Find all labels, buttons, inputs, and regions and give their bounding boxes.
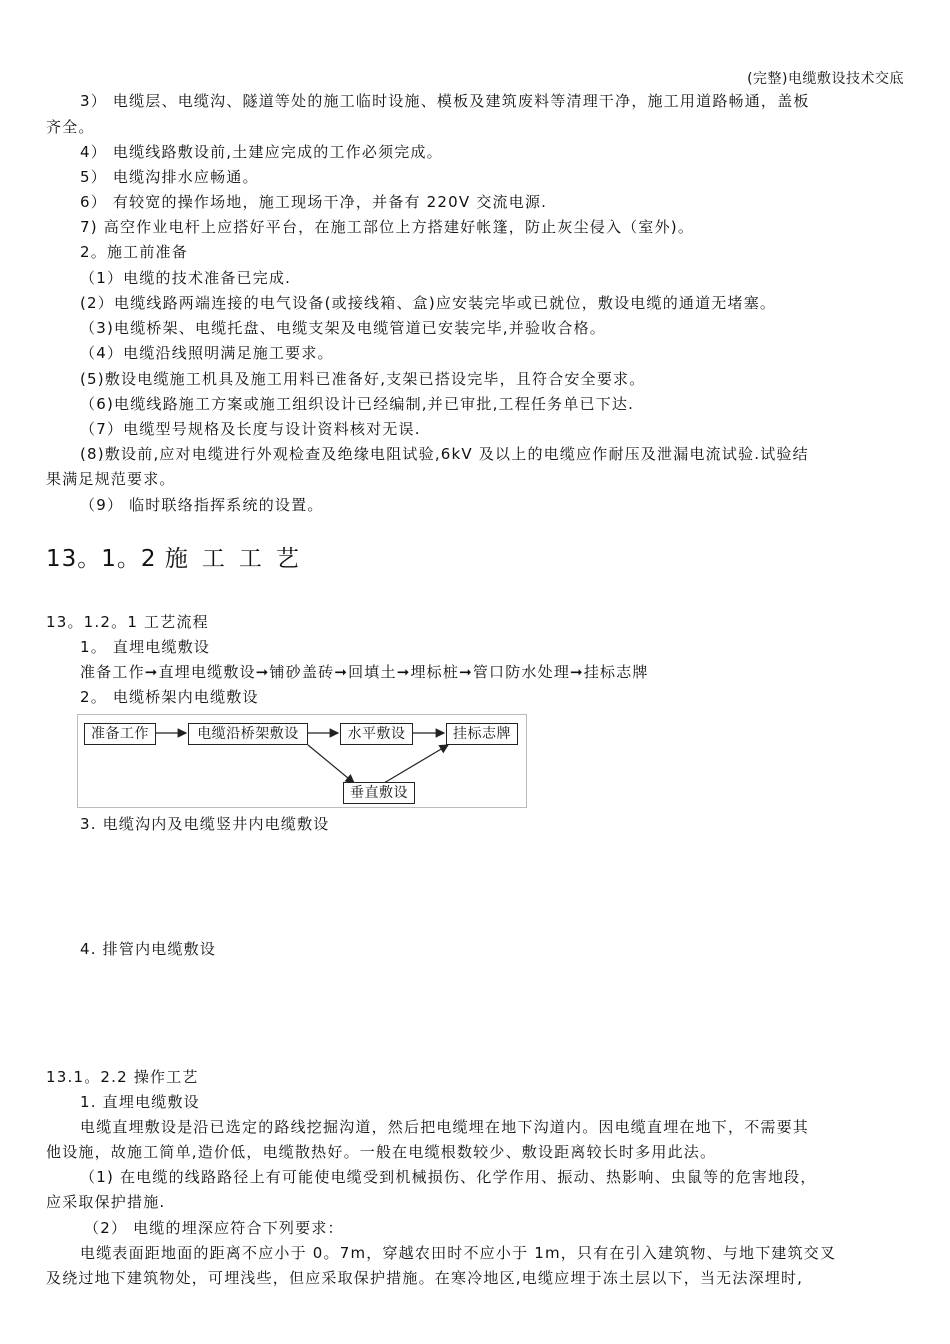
op-line-1: 电缆直埋敷设是沿已选定的路线挖掘沟道，然后把电缆埋在地下沟道内。因电缆直埋在地下，不需要其 — [80, 1118, 810, 1136]
prep-item-8: (8)敷设前,应对电缆进行外观检查及绝缘电阻试验,6kV 及以上的电缆应作耐压及泄漏电流试验.试验结 — [80, 445, 809, 463]
op-line-3: （1) 在电缆的线路路径上有可能使电缆受到机械损伤、化学作用、振动、热影响、虫鼠等的危害地段， — [80, 1168, 817, 1186]
prep-item-1: （1）电缆的技术准备已完成. — [80, 269, 292, 287]
box-horizontal: 水平敷设 — [340, 723, 413, 745]
intro-item-7: 7) 高空作业电杆上应搭好平台，在施工部位上方搭建好帐篷，防止灰尘侵入（室外)。 — [80, 218, 695, 236]
page-header: (完整)电缆敷设技术交底 — [747, 71, 904, 87]
op-line-6: 电缆表面距地面的距离不应小于 0。7m，穿越农田时不应小于 1m，只有在引入建筑物、与地下建筑交叉 — [80, 1244, 837, 1262]
box-vertical: 垂直敷设 — [343, 782, 415, 804]
intro-item-4: 4） 电缆线路敷设前,土建应完成的工作必须完成。 — [80, 143, 443, 161]
prep-item-3: （3)电缆桥架、电缆托盘、电缆支架及电缆管道已安装完毕,并验收合格。 — [80, 319, 606, 337]
flow1-title: 1。 直埋电缆敷设 — [80, 638, 211, 656]
flow3-title: 3. 电缆沟内及电缆竖井内电缆敷设 — [80, 815, 330, 833]
section-title: 施工工艺 — [164, 546, 313, 572]
op-line-5: （2） 电缆的埋深应符合下列要求： — [84, 1219, 344, 1237]
prep-item-8-cont: 果满足规范要求。 — [46, 470, 176, 488]
intro-item-6: 6） 有较宽的操作场地，施工现场干净，并备有 220V 交流电源. — [80, 193, 548, 211]
intro-item-3-cont: 齐全。 — [46, 118, 95, 136]
flow1-steps: 准备工作➞直埋电缆敷设➞铺砂盖砖➞回填土➞埋标桩➞管口防水处理➞挂标志牌 — [80, 663, 649, 681]
section-number: 13。1。2 — [46, 546, 157, 572]
prep-item-5: (5)敷设电缆施工机具及施工用料已准备好,支架已搭设完毕，且符合安全要求。 — [80, 370, 646, 388]
intro-item-5: 5） 电缆沟排水应畅通。 — [80, 168, 259, 186]
flow-title: 13。1.2。1 工艺流程 — [46, 613, 209, 631]
box-sign: 挂标志牌 — [446, 723, 518, 745]
op-line-2: 他设施，故施工简单,造价低，电缆散热好。一般在电缆根数较少、敷设距离较长时多用此法。 — [46, 1143, 717, 1161]
flow4-title: 4. 排管内电缆敷设 — [80, 940, 217, 958]
op1-title: 1. 直埋电缆敷设 — [80, 1093, 200, 1111]
box-prepare: 准备工作 — [84, 723, 156, 745]
tray-flow-diagram — [77, 714, 527, 808]
prep-item-2: (2）电缆线路两端连接的电气设备(或接线箱、盒)应安装完毕或已就位，敷设电缆的通道无堵塞。 — [80, 294, 777, 312]
box-tray-laying: 电缆沿桥架敷设 — [188, 723, 308, 745]
op-line-4: 应采取保护措施. — [46, 1193, 166, 1211]
prep-item-7: （7）电缆型号规格及长度与设计资料核对无误. — [80, 420, 421, 438]
prep-item-9: （9） 临时联络指挥系统的设置。 — [80, 496, 324, 514]
op-line-7: 及绕过地下建筑物处，可埋浅些，但应采取保护措施。在寒冷地区,电缆应埋于冻土层以下，当无法深埋时, — [46, 1269, 804, 1287]
section-heading — [46, 540, 313, 573]
intro-item-3: 3） 电缆层、电缆沟、隧道等处的施工临时设施、模板及建筑废料等清理干净，施工用道路畅通，盖板 — [80, 92, 810, 110]
prep-item-6: （6)电缆线路施工方案或施工组织设计已经编制,并已审批,工程任务单已下达. — [80, 395, 635, 413]
flow2-title: 2。 电缆桥架内电缆敷设 — [80, 688, 259, 706]
prep-item-4: （4）电缆沿线照明满足施工要求。 — [80, 344, 334, 362]
prep-title: 2。施工前准备 — [80, 243, 188, 261]
op-title: 13.1。2.2 操作工艺 — [46, 1068, 199, 1086]
